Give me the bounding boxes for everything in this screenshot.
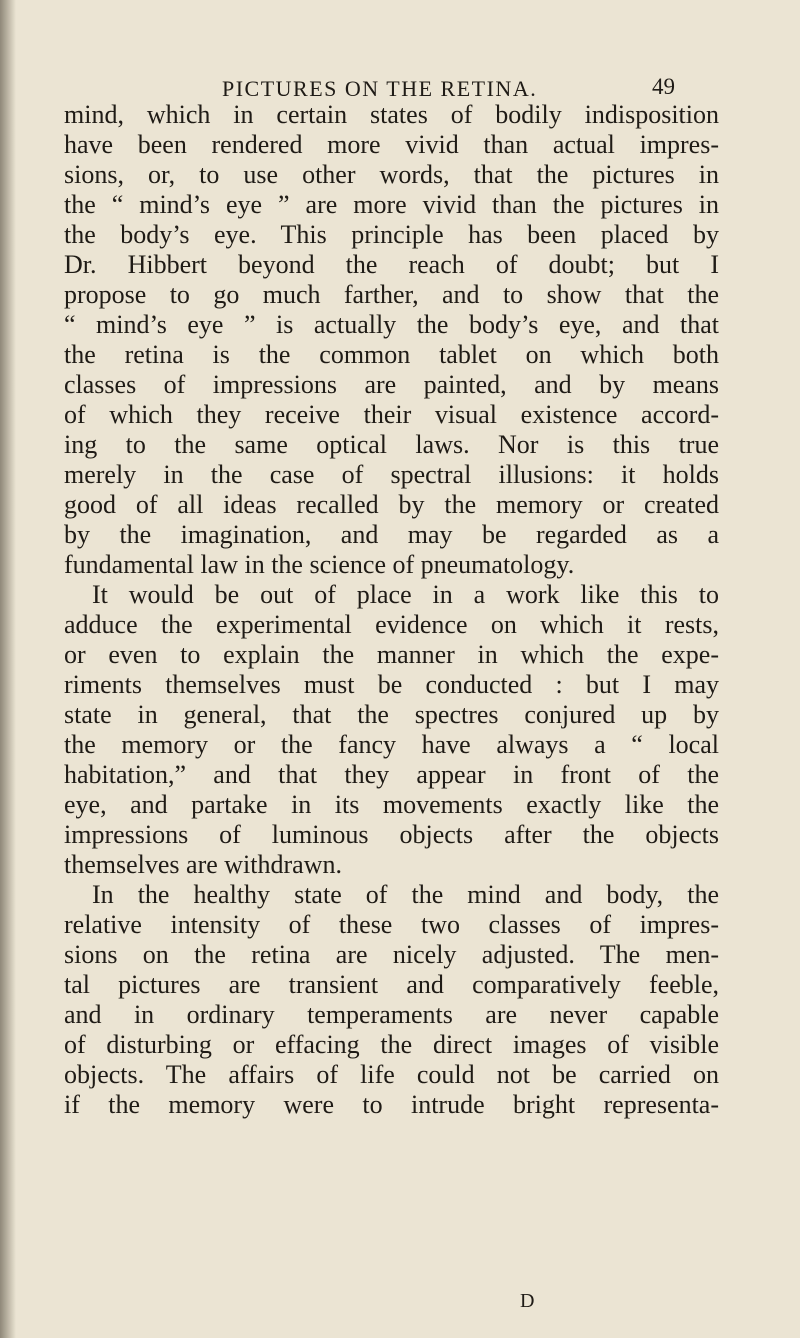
text-line: of which they receive their visual existence accord- <box>64 400 719 429</box>
binding-gutter-shadow <box>0 0 16 1338</box>
text-line: classes of impressions are painted, and by means <box>64 370 719 399</box>
text-line: state in general, that the spectres conjured up by <box>64 700 719 729</box>
text-line: by the imagination, and may be regarded as a <box>64 520 719 549</box>
text-line: riments themselves must be conducted : but I may <box>64 670 719 699</box>
text-line: mind, which in certain states of bodily indisposition <box>64 100 719 129</box>
text-line: the “ mind’s eye ” are more vivid than the pictures in <box>64 190 719 219</box>
text-line: fundamental law in the science of pneumatology. <box>64 550 575 579</box>
text-line: eye, and partake in its movements exactly like the <box>64 790 719 819</box>
paragraph-start-line: In the healthy state of the mind and body, the <box>92 880 719 909</box>
text-line: the retina is the common tablet on which both <box>64 340 719 369</box>
text-line: or even to explain the manner in which the expe- <box>64 640 719 669</box>
text-line: Dr. Hibbert beyond the reach of doubt; but I <box>64 250 719 279</box>
text-line: of disturbing or effacing the direct images of visible <box>64 1030 719 1059</box>
text-line: objects. The affairs of life could not be carried on <box>64 1060 719 1089</box>
text-line: impressions of luminous objects after the objects <box>64 820 719 849</box>
text-line: sions on the retina are nicely adjusted. The men- <box>64 940 719 969</box>
text-line: “ mind’s eye ” is actually the body’s eye, and that <box>64 310 719 339</box>
text-line: merely in the case of spectral illusions: it holds <box>64 460 719 489</box>
text-line: sions, or, to use other words, that the pictures in <box>64 160 719 189</box>
text-line: themselves are withdrawn. <box>64 850 342 879</box>
text-line: the body’s eye. This principle has been placed by <box>64 220 719 249</box>
page-number: 49 <box>652 74 675 99</box>
text-line: and in ordinary temperaments are never capable <box>64 1000 719 1029</box>
text-line: if the memory were to intrude bright representa- <box>64 1090 719 1119</box>
text-line: ing to the same optical laws. Nor is this true <box>64 430 719 459</box>
paragraph-start-line: It would be out of place in a work like this to <box>92 580 719 609</box>
text-line: habitation,” and that they appear in front of the <box>64 760 719 789</box>
signature-mark: D <box>520 1290 535 1312</box>
text-line: relative intensity of these two classes of impres- <box>64 910 719 939</box>
text-line: the memory or the fancy have always a “ local <box>64 730 719 759</box>
text-line: have been rendered more vivid than actual impres- <box>64 130 719 159</box>
running-head: PICTURES ON THE RETINA. <box>222 76 538 101</box>
text-line: propose to go much farther, and to show that the <box>64 280 719 309</box>
text-line: adduce the experimental evidence on which it rests, <box>64 610 719 639</box>
text-line: good of all ideas recalled by the memory or created <box>64 490 719 519</box>
text-line: tal pictures are transient and comparatively feeble, <box>64 970 719 999</box>
